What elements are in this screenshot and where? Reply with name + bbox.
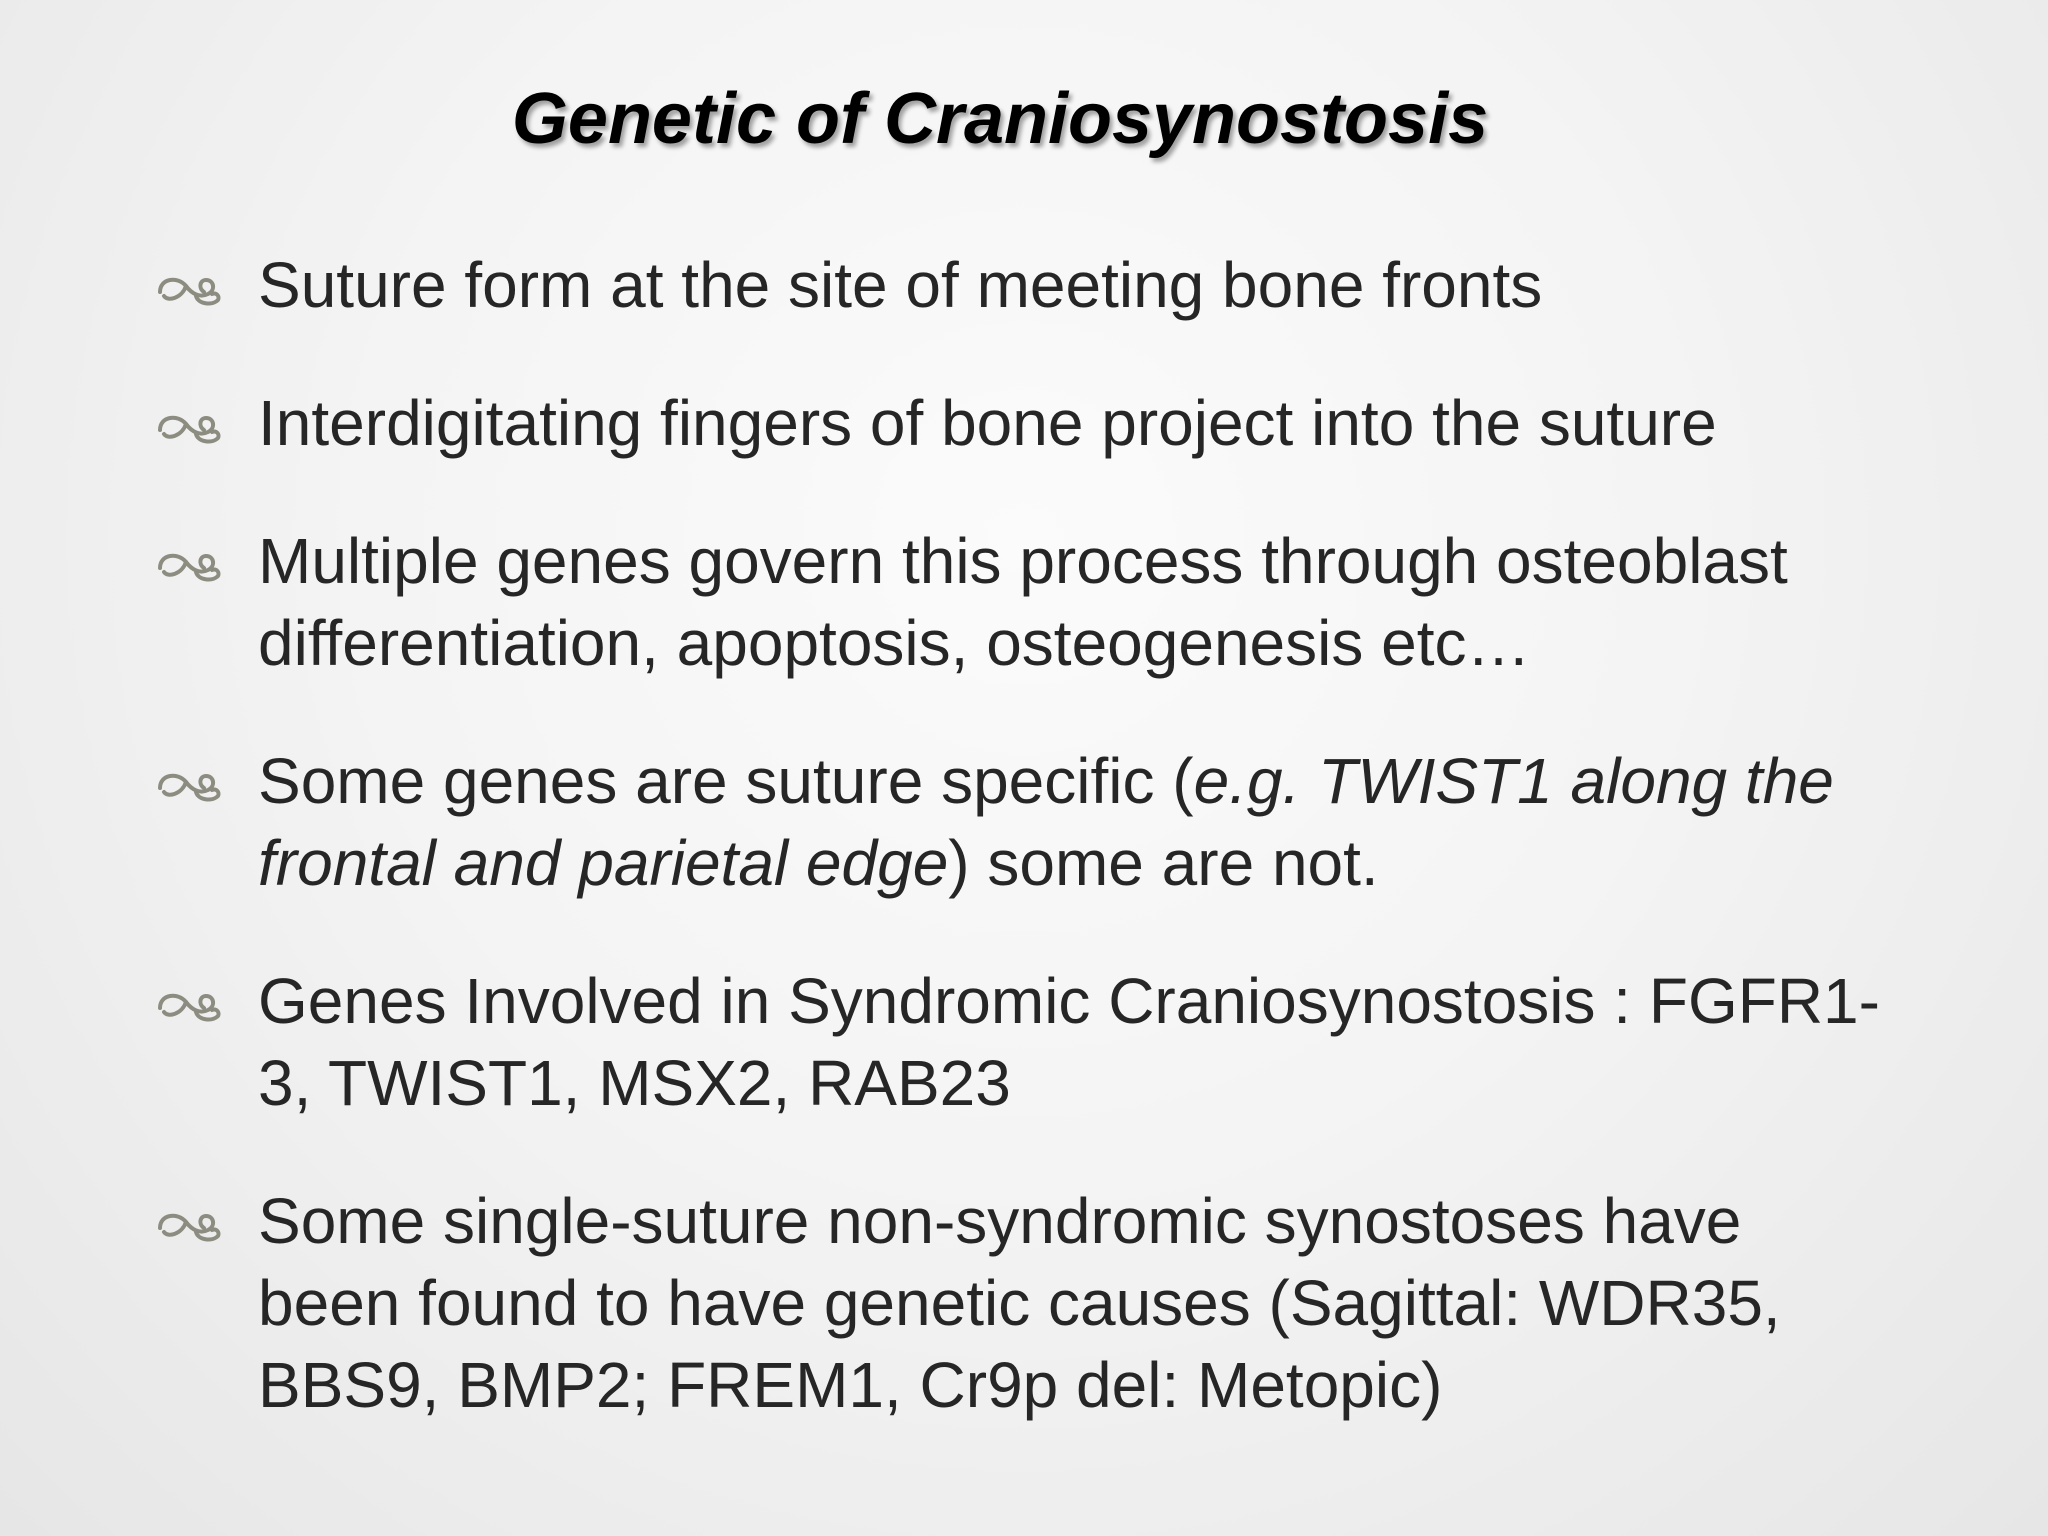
fleuron-bullet-icon (156, 1204, 222, 1244)
bullet-item (156, 960, 1896, 1124)
slide-title: Genetic of Craniosynostosis (511, 79, 1489, 159)
bullet-text: Multiple genes govern this process through osteoblast differentiation, apoptosis, osteogenesis etc… (258, 525, 1788, 679)
bullet-item (156, 520, 1896, 684)
fleuron-bullet-icon (156, 406, 222, 446)
fleuron-bullet-icon (156, 268, 222, 308)
bullet-text-italic: e.g. TWIST1 along the frontal and parietal edge (258, 745, 1834, 899)
bullet-text: Some single-suture non-syndromic synostoses have been found to have genetic causes (Sagittal: WDR35, BBS9, BMP2; FREM1, Cr9p del: Metopic) (258, 1185, 1781, 1421)
bullet-text-after: ) some are not. (948, 827, 1379, 899)
bullet-item (156, 382, 1896, 464)
bullet-item (156, 244, 1896, 326)
fleuron-bullet-icon (156, 544, 222, 584)
bullet-list (156, 244, 1896, 1482)
bullet-item (156, 740, 1896, 904)
bullet-text: Suture form at the site of meeting bone fronts (258, 249, 1543, 321)
fleuron-bullet-icon (156, 984, 222, 1024)
bullet-text: Genes Involved in Syndromic Craniosynostosis : FGFR1-3, TWIST1, MSX2, RAB23 (258, 965, 1880, 1119)
bullet-text: Interdigitating fingers of bone project into the suture (258, 387, 1717, 459)
bullet-item (156, 1180, 1896, 1426)
bullet-text (258, 745, 1834, 899)
bullet-text-before: Some genes are suture specific ( (258, 745, 1194, 817)
fleuron-bullet-icon (156, 764, 222, 804)
